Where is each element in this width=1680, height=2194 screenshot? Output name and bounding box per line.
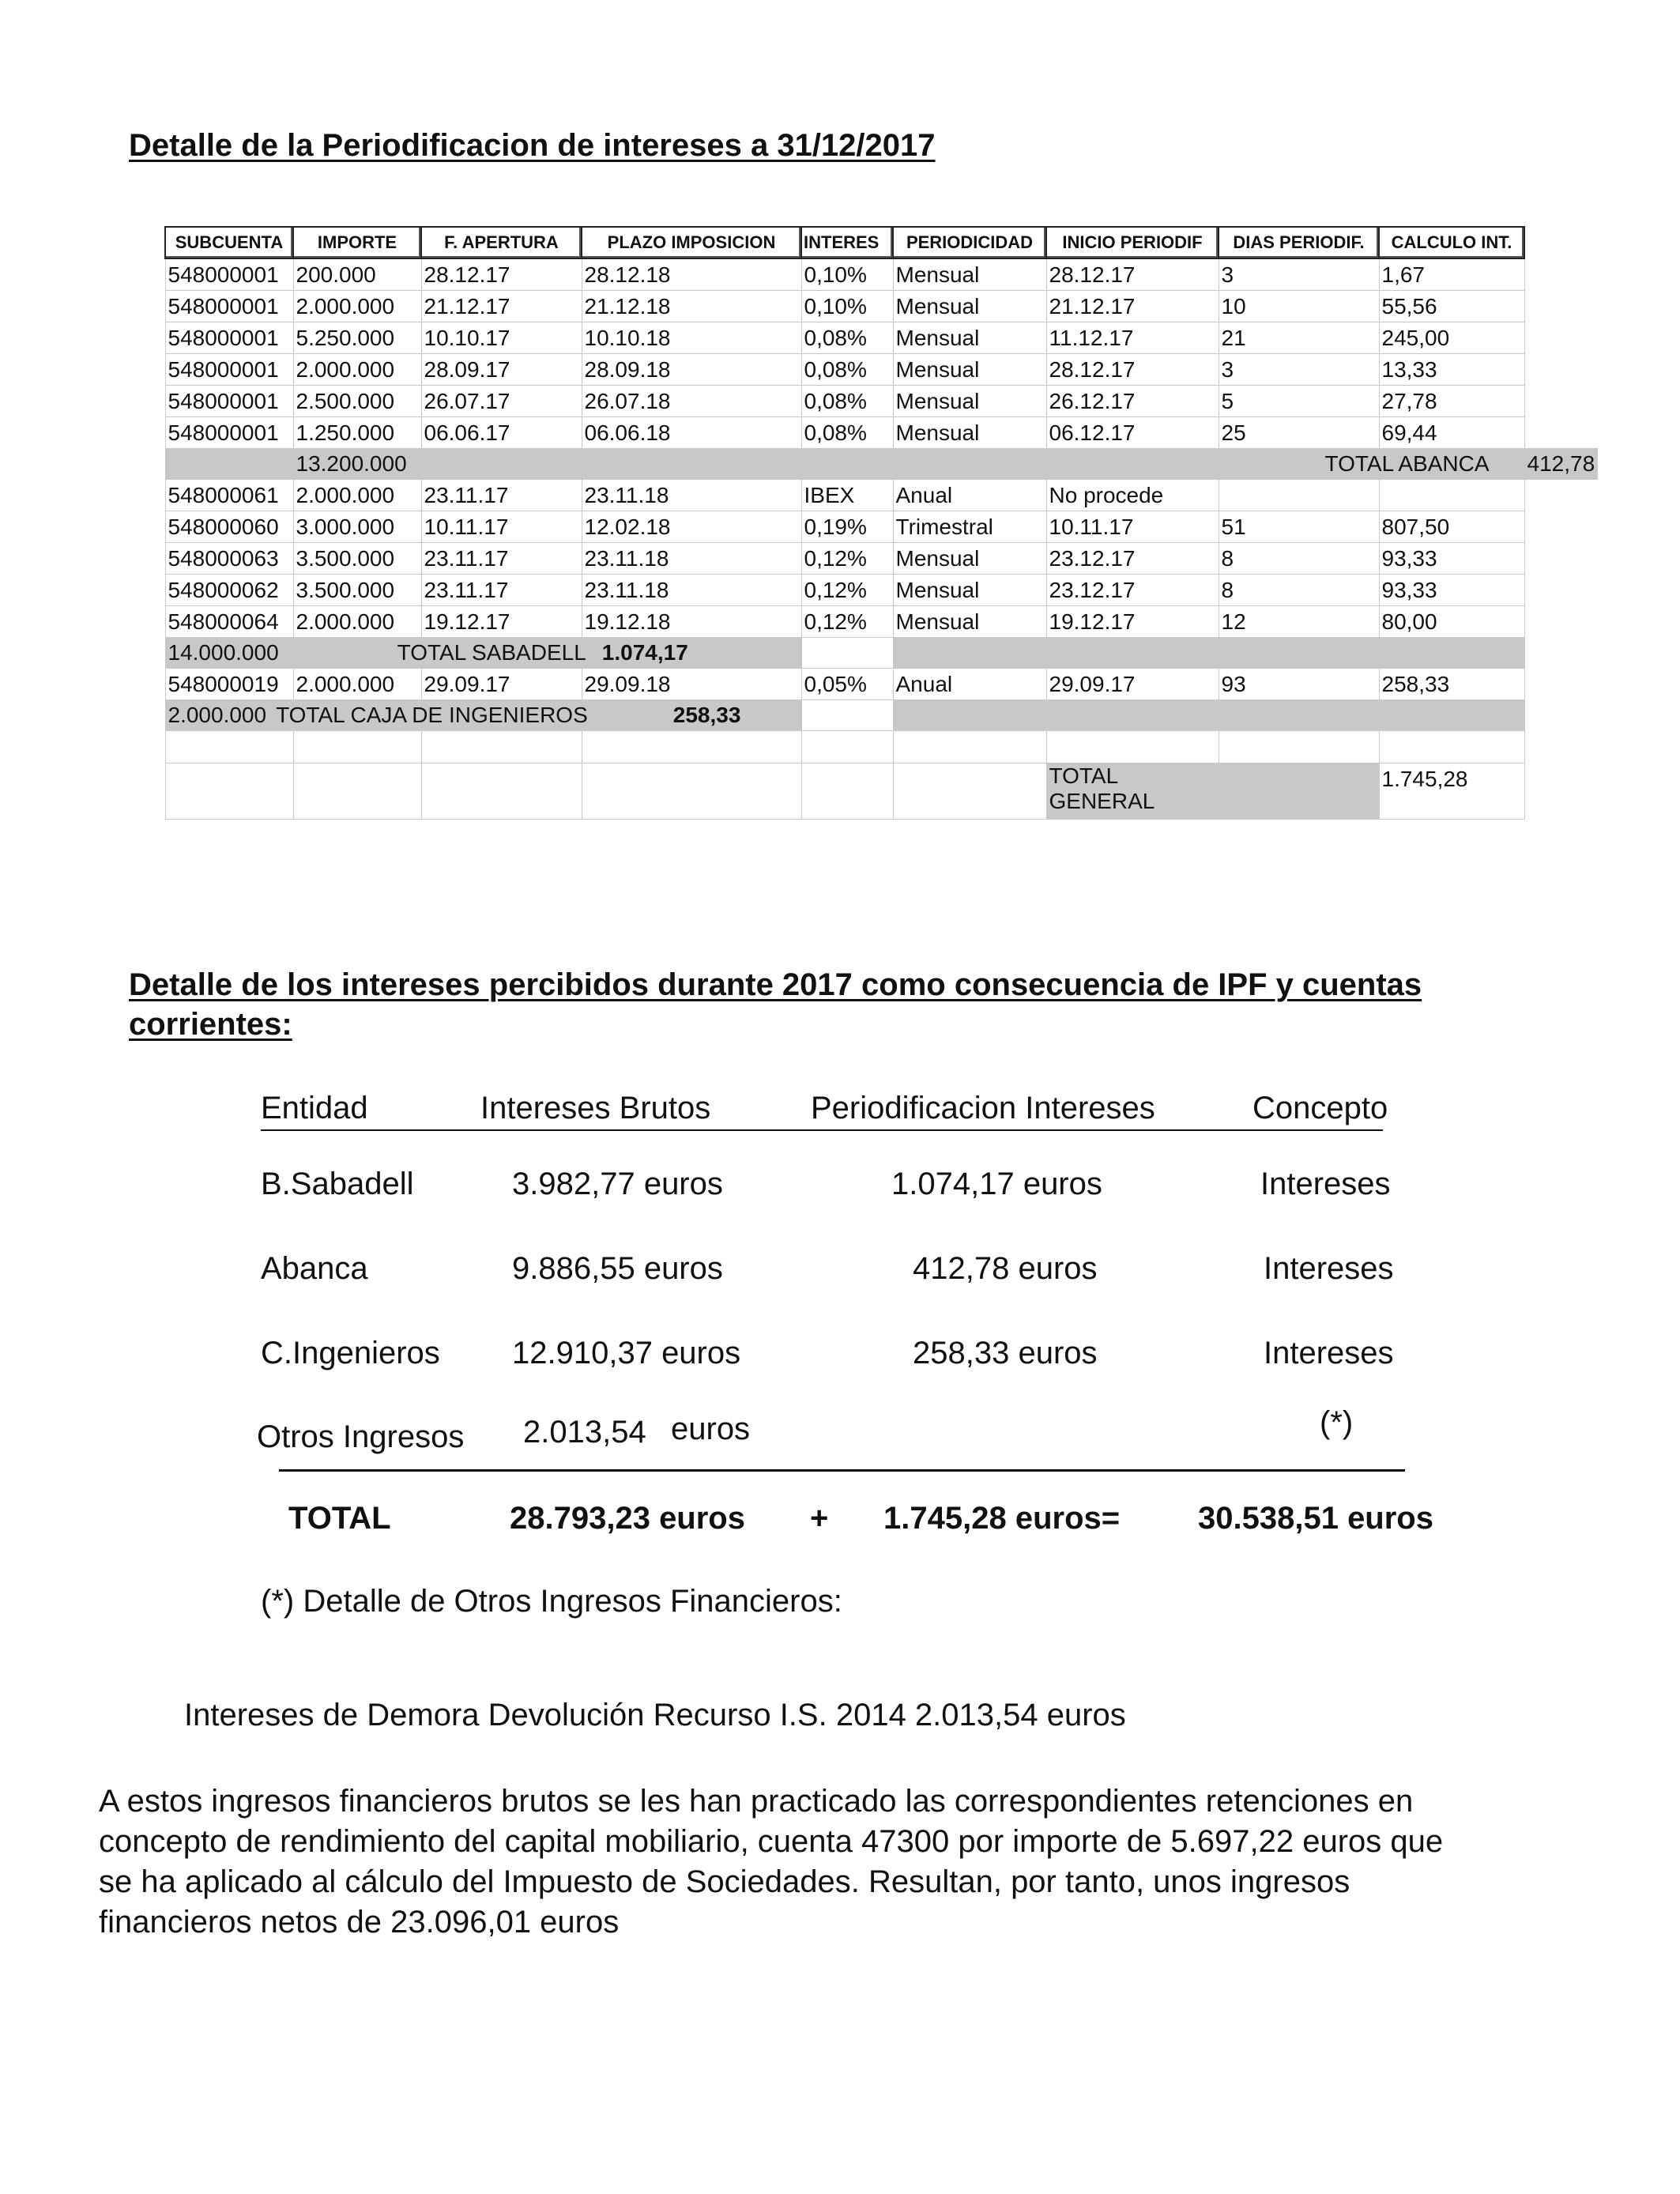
table-cell: 69,44 bbox=[1379, 417, 1524, 449]
otros-entidad: Otros Ingresos bbox=[257, 1419, 465, 1454]
paragraph-line: financieros netos de 23.096,01 euros bbox=[99, 1905, 620, 1940]
table-cell bbox=[893, 638, 1524, 669]
table-cell: 2.000.000 bbox=[293, 669, 421, 700]
table-cell: 5.250.000 bbox=[293, 322, 421, 354]
table-cell: No procede bbox=[1046, 480, 1219, 511]
table-cell: 13,33 bbox=[1379, 354, 1524, 386]
subtotal-label: TOTAL ABANCA bbox=[1324, 451, 1490, 476]
total-result: 30.538,51 euros bbox=[1198, 1501, 1433, 1536]
table-cell: 12.02.18 bbox=[582, 511, 801, 543]
table-cell: 12 bbox=[1219, 606, 1379, 638]
row-entidad: B.Sabadell bbox=[261, 1167, 414, 1201]
table-cell bbox=[1046, 731, 1219, 763]
table-cell: 21.12.18 bbox=[582, 291, 801, 322]
table-cell: 28.12.17 bbox=[1046, 354, 1219, 386]
row-concepto: Intereses bbox=[1264, 1251, 1394, 1286]
table-cell: Mensual bbox=[893, 291, 1046, 322]
table-cell: 548000001 bbox=[165, 258, 293, 291]
table-cell: 2.500.000 bbox=[293, 386, 421, 417]
table-cell: 548000060 bbox=[165, 511, 293, 543]
table-cell bbox=[293, 731, 421, 763]
intereses-title-line2: corrientes: bbox=[129, 1007, 292, 1042]
table-cell bbox=[1219, 480, 1379, 511]
table-cell: 2.000.000 bbox=[293, 480, 421, 511]
table-row bbox=[165, 386, 1598, 417]
table-cell: Mensual bbox=[893, 417, 1046, 449]
row-periodif: 258,33 euros bbox=[913, 1336, 1098, 1370]
header-underline bbox=[261, 1129, 1383, 1131]
row-concepto: Intereses bbox=[1264, 1336, 1394, 1370]
table-cell: Mensual bbox=[893, 354, 1046, 386]
table-cell: 0,19% bbox=[801, 511, 893, 543]
table-cell bbox=[893, 763, 1046, 820]
table-cell: Mensual bbox=[893, 575, 1046, 606]
table-cell: 26.12.17 bbox=[1046, 386, 1219, 417]
table-cell: 0,10% bbox=[801, 291, 893, 322]
subtotal-importe: 14.000.000 bbox=[168, 640, 279, 665]
table-cell bbox=[893, 700, 1524, 731]
table-row bbox=[165, 354, 1598, 386]
row-entidad: Abanca bbox=[261, 1251, 368, 1286]
table-cell: 2.000.000 bbox=[293, 606, 421, 638]
table-cell: 548000001 bbox=[165, 354, 293, 386]
table-cell bbox=[801, 763, 893, 820]
header-periodificacion: Periodificacion Intereses bbox=[811, 1091, 1155, 1125]
table-cell: 5 bbox=[1219, 386, 1379, 417]
table-row bbox=[165, 291, 1598, 322]
total-general-value: 1.745,28 bbox=[1379, 763, 1524, 820]
table-cell: 06.06.17 bbox=[421, 417, 582, 449]
table-cell: 3.000.000 bbox=[293, 511, 421, 543]
table-cell: 1.250.000 bbox=[293, 417, 421, 449]
table-cell: 23.12.17 bbox=[1046, 575, 1219, 606]
table-cell bbox=[293, 763, 421, 820]
table-cell: 21.12.17 bbox=[1046, 291, 1219, 322]
table-cell: 8 bbox=[1219, 543, 1379, 575]
table-cell bbox=[801, 638, 893, 669]
otros-detail-line: Intereses de Demora Devolución Recurso I.S. 2014 2.013,54 euros bbox=[184, 1698, 1126, 1732]
periodificacion-table bbox=[164, 226, 1598, 820]
table-cell: 548000001 bbox=[165, 417, 293, 449]
table-cell bbox=[1379, 731, 1524, 763]
subtotal-label-cell bbox=[1219, 449, 1524, 480]
row-periodif: 412,78 euros bbox=[913, 1251, 1098, 1286]
row-periodif: 1.074,17 euros bbox=[891, 1167, 1102, 1201]
retenciones-paragraph bbox=[99, 1781, 1443, 1943]
table-cell bbox=[893, 731, 1046, 763]
table-cell: 0,08% bbox=[801, 322, 893, 354]
table-cell: 19.12.17 bbox=[421, 606, 582, 638]
table-cell: 258,33 bbox=[1379, 669, 1524, 700]
table-cell bbox=[165, 763, 293, 820]
table-cell: IBEX bbox=[801, 480, 893, 511]
table-cell: 28.09.17 bbox=[421, 354, 582, 386]
table-row bbox=[165, 511, 1598, 543]
subtotal-value: 412,78 bbox=[1524, 449, 1598, 480]
subtotal-row-abanca bbox=[165, 449, 1598, 480]
row-entidad: C.Ingenieros bbox=[261, 1336, 440, 1370]
subtotal-label: TOTAL SABADELL bbox=[397, 640, 586, 665]
table-cell: 245,00 bbox=[1379, 322, 1524, 354]
table-cell: 29.09.18 bbox=[582, 669, 801, 700]
table-cell: Mensual bbox=[893, 606, 1046, 638]
table-cell: 548000061 bbox=[165, 480, 293, 511]
intereses-title-line1: Detalle de los intereses percibidos durante 2017 como consecuencia de IPF y cuentas bbox=[129, 967, 1422, 1002]
table-cell: 548000062 bbox=[165, 575, 293, 606]
table-cell: 28.12.17 bbox=[421, 258, 582, 291]
col-header-importe: IMPORTE bbox=[293, 227, 421, 258]
total-separator-line bbox=[279, 1469, 1405, 1472]
table-cell: 11.12.17 bbox=[1046, 322, 1219, 354]
table-cell: 93,33 bbox=[1379, 575, 1524, 606]
table-cell: 27,78 bbox=[1379, 386, 1524, 417]
table-cell: 548000001 bbox=[165, 322, 293, 354]
subtotal-cell bbox=[165, 700, 801, 731]
row-brutos: 9.886,55 euros bbox=[512, 1251, 723, 1286]
table-cell: 548000001 bbox=[165, 386, 293, 417]
table-cell: 3 bbox=[1219, 354, 1379, 386]
table-cell: 19.12.17 bbox=[1046, 606, 1219, 638]
table-cell: 2.000.000 bbox=[293, 354, 421, 386]
table-cell bbox=[421, 763, 582, 820]
table-cell: 10.10.17 bbox=[421, 322, 582, 354]
col-header-plazo: PLAZO IMPOSICION bbox=[582, 227, 801, 258]
subtotal-label: TOTAL CAJA DE INGENIEROS bbox=[276, 703, 588, 727]
table-cell: 10 bbox=[1219, 291, 1379, 322]
col-header-dias: DIAS PERIODIF. bbox=[1219, 227, 1379, 258]
table-cell: 28.12.18 bbox=[582, 258, 801, 291]
table-cell: 23.11.18 bbox=[582, 543, 801, 575]
table-cell: 10.11.17 bbox=[1046, 511, 1219, 543]
table-cell: 28.09.18 bbox=[582, 354, 801, 386]
table-cell: 23.11.17 bbox=[421, 480, 582, 511]
table-cell: 0,12% bbox=[801, 606, 893, 638]
total-plus: + bbox=[810, 1501, 829, 1536]
table-cell bbox=[165, 449, 293, 480]
table-row bbox=[165, 606, 1598, 638]
table-header-row bbox=[165, 227, 1598, 258]
table-cell: 3.500.000 bbox=[293, 575, 421, 606]
table-cell: 93,33 bbox=[1379, 543, 1524, 575]
footnote: (*) Detalle de Otros Ingresos Financieros: bbox=[261, 1584, 842, 1619]
row-brutos: 3.982,77 euros bbox=[512, 1167, 723, 1201]
table-cell bbox=[582, 731, 801, 763]
table-cell: Mensual bbox=[893, 322, 1046, 354]
table-cell: 06.12.17 bbox=[1046, 417, 1219, 449]
table-cell: 0,12% bbox=[801, 543, 893, 575]
table-cell: 19.12.18 bbox=[582, 606, 801, 638]
table-row bbox=[165, 669, 1598, 700]
subtotal-importe: 13.200.000 bbox=[293, 449, 421, 480]
table-cell: 0,08% bbox=[801, 417, 893, 449]
periodificacion-title: Detalle de la Periodificacion de intereses a 31/12/2017 bbox=[129, 128, 936, 163]
row-concepto: Intereses bbox=[1260, 1167, 1391, 1201]
table-cell: 51 bbox=[1219, 511, 1379, 543]
table-cell: 23.12.17 bbox=[1046, 543, 1219, 575]
table-cell bbox=[421, 731, 582, 763]
row-brutos: 12.910,37 euros bbox=[512, 1336, 741, 1370]
table-cell: 10.11.17 bbox=[421, 511, 582, 543]
table-cell: 28.12.17 bbox=[1046, 258, 1219, 291]
col-header-subcuenta: SUBCUENTA bbox=[165, 227, 293, 258]
table-cell: 29.09.17 bbox=[421, 669, 582, 700]
table-cell: 200.000 bbox=[293, 258, 421, 291]
table-cell: 0,08% bbox=[801, 386, 893, 417]
table-cell: 0,10% bbox=[801, 258, 893, 291]
table-cell: 93 bbox=[1219, 669, 1379, 700]
col-header-inicio: INICIO PERIODIF bbox=[1046, 227, 1219, 258]
table-row bbox=[165, 543, 1598, 575]
total-brutos: 28.793,23 euros bbox=[510, 1501, 745, 1536]
subtotal-value: 1.074,17 bbox=[601, 640, 688, 665]
table-cell bbox=[582, 763, 801, 820]
paragraph-line: concepto de rendimiento del capital mobiliario, cuenta 47300 por importe de 5.697,22 euros que bbox=[99, 1824, 1444, 1859]
total-periodif: 1.745,28 euros= bbox=[883, 1501, 1121, 1536]
table-cell: Anual bbox=[893, 480, 1046, 511]
subtotal-importe: 2.000.000 bbox=[168, 703, 267, 727]
subtotal-value: 258,33 bbox=[672, 703, 741, 727]
otros-concepto: (*) bbox=[1320, 1405, 1354, 1440]
table-cell: 8 bbox=[1219, 575, 1379, 606]
table-cell: Mensual bbox=[893, 543, 1046, 575]
table-cell bbox=[1379, 480, 1524, 511]
table-cell: 0,05% bbox=[801, 669, 893, 700]
table-cell: 548000019 bbox=[165, 669, 293, 700]
blank-row bbox=[165, 731, 1598, 763]
otros-unit: euros bbox=[671, 1412, 751, 1446]
col-header-interes: INTERES bbox=[801, 227, 893, 258]
table-cell: 06.06.18 bbox=[582, 417, 801, 449]
table-cell bbox=[165, 731, 293, 763]
table-row bbox=[165, 417, 1598, 449]
table-row bbox=[165, 480, 1598, 511]
table-cell bbox=[421, 449, 1219, 480]
table-cell: 29.09.17 bbox=[1046, 669, 1219, 700]
table-cell: 21 bbox=[1219, 322, 1379, 354]
table-cell: 23.11.17 bbox=[421, 575, 582, 606]
subtotal-row-ingenieros bbox=[165, 700, 1598, 731]
total-general-row bbox=[165, 763, 1598, 820]
table-cell: Mensual bbox=[893, 386, 1046, 417]
header-intereses-brutos: Intereses Brutos bbox=[480, 1091, 711, 1125]
table-cell: 21.12.17 bbox=[421, 291, 582, 322]
table-cell: 807,50 bbox=[1379, 511, 1524, 543]
table-row bbox=[165, 575, 1598, 606]
table-cell bbox=[801, 731, 893, 763]
table-cell: 26.07.17 bbox=[421, 386, 582, 417]
table-cell: Trimestral bbox=[893, 511, 1046, 543]
col-header-periodicidad: PERIODICIDAD bbox=[893, 227, 1046, 258]
table-cell bbox=[1219, 731, 1379, 763]
table-cell: 80,00 bbox=[1379, 606, 1524, 638]
paragraph-line: A estos ingresos financieros brutos se les han practicado las correspondientes retenciones en bbox=[99, 1784, 1414, 1819]
table-cell: Mensual bbox=[893, 258, 1046, 291]
table-cell: 55,56 bbox=[1379, 291, 1524, 322]
subtotal-row-sabadell bbox=[165, 638, 1598, 669]
table-cell: 0,12% bbox=[801, 575, 893, 606]
table-cell: 10.10.18 bbox=[582, 322, 801, 354]
table-cell: 2.000.000 bbox=[293, 291, 421, 322]
subtotal-cell bbox=[165, 638, 801, 669]
table-row bbox=[165, 322, 1598, 354]
table-cell: Anual bbox=[893, 669, 1046, 700]
table-cell: 3 bbox=[1219, 258, 1379, 291]
paragraph-line: se ha aplicado al cálculo del Impuesto de Sociedades. Resultan, por tanto, unos ingresos bbox=[99, 1864, 1350, 1899]
table-cell: 1,67 bbox=[1379, 258, 1524, 291]
table-cell: 548000063 bbox=[165, 543, 293, 575]
total-general-label-line: TOTAL bbox=[1049, 763, 1119, 788]
table-cell: 25 bbox=[1219, 417, 1379, 449]
otros-amount: 2.013,54 bbox=[523, 1415, 646, 1449]
total-general-label bbox=[1046, 763, 1219, 820]
header-concepto: Concepto bbox=[1252, 1091, 1388, 1125]
table-cell bbox=[1219, 763, 1379, 820]
table-cell: 3.500.000 bbox=[293, 543, 421, 575]
col-header-f-apertura: F. APERTURA bbox=[421, 227, 582, 258]
table-cell: 548000001 bbox=[165, 291, 293, 322]
table-cell: 23.11.18 bbox=[582, 480, 801, 511]
table-cell: 548000064 bbox=[165, 606, 293, 638]
header-entidad: Entidad bbox=[261, 1091, 368, 1125]
table-cell: 0,08% bbox=[801, 354, 893, 386]
col-header-calculo: CALCULO INT. bbox=[1379, 227, 1524, 258]
table-cell: 23.11.17 bbox=[421, 543, 582, 575]
table-cell bbox=[801, 700, 893, 731]
table-cell: 23.11.18 bbox=[582, 575, 801, 606]
total-label: TOTAL bbox=[288, 1501, 391, 1536]
table-cell: 26.07.18 bbox=[582, 386, 801, 417]
total-general-label-line: GENERAL bbox=[1049, 789, 1155, 813]
table-row bbox=[165, 258, 1598, 291]
